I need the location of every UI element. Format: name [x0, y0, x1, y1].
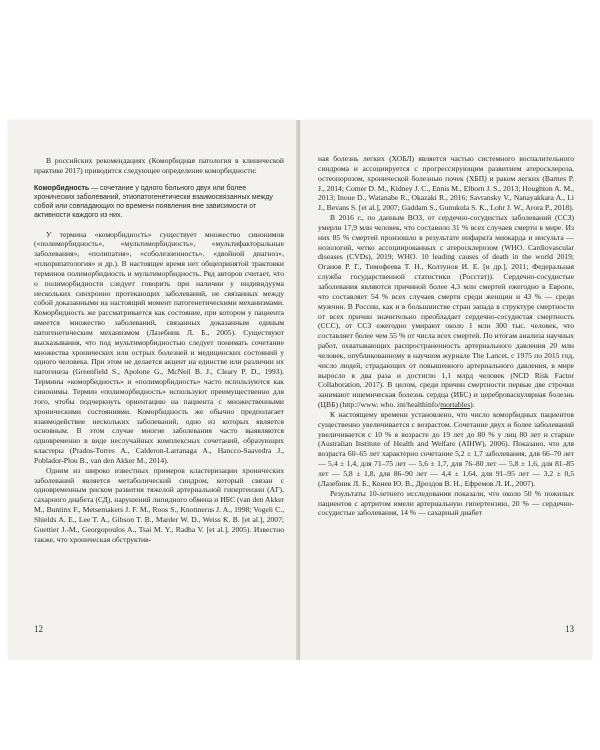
definition-term: Коморбидность: [34, 184, 90, 192]
left-page: [8, 120, 298, 660]
right-paragraph-2: [318, 213, 574, 410]
right-paragraph-2-end: ).: [470, 400, 475, 410]
comorbidity-definition-block: [34, 184, 284, 221]
left-paragraph-1: У термина «коморбидность» существует множество синонимов («полиморбидность», «мультиморбидность», «мультифакторальные заболевания», «полипатия», «соболезненность», «двойной диагноз», «плюрипатология» и др.). В настоящее время нет общепринятой трактовки терминов полиморбидность и мультиморбидность. Ряд авторов считает, что о полиморбидности следует говорить при наличии у индивидуума нескольких синхронно протекающих заболеваний, не связанных между собой доказанными на настоящий момент патогенетическими механизмами. Коморбидность же рассматривается как состояние, при котором у пациента имеется множество заболеваний, связанных доказанным единым патогенетическим механизмом (Лазебник Л. Б., 2005). Существуют высказывания, что под мультиморбидностью следует понимать сочетание множества хронических или острых болезней и медицинских состояний у одного человека. При этом не делается акцент на единстве или различии их патогенеза (Greenfield S., Apolone G., McNeil B. J., Cleary P. D., 1993). Термины «коморбидность» и «полиморбидность» часто используются как синонимы. Термин «полиморбидность» используют преимущественно для того, чтобы подчеркнуть ориентацию на пациента с множественными хроническими состояниями. Коморбидность же обычно предполагает взаимодействие нескольких заболеваний, одно из которых является основным. В этом случае многие заболевания часто выявляются одновременно в виде неслучайных комплексных сочетаний, образующих кластеры (Prados-Torres A., Calderon-Larranaga A., Hancco-Saavedra J., Poblador-Plou B., van den Akker M., 2014).: [34, 229, 284, 465]
page-number-right: 13: [565, 624, 574, 634]
right-text-column: [318, 154, 574, 518]
right-paragraph-1: ная болезнь легких (ХОБЛ) является частью системного воспалительного синдрома и ассоциируется с прогрессирующим развитием атеросклероза, остеопорозом, хронической болезнью почек (ХБП) и раком легких (Barnes P. J., 2014; Comer D. M., Kidney J. C., Ennis M., Elborn J. S., 2013; Houghton A. M., 2013; Inoue D., Watanabe R., Okazaki R., 2016; Savransky V., Nanayakkara A., Li J., Bevans S. [et al.], 2007; Gaddam S., Gunukula S. K., Lohr J. W., Arora P., 2018).: [318, 154, 574, 213]
page-number-left: 12: [34, 624, 43, 634]
who-mortality-link[interactable]: mortables: [440, 400, 471, 410]
left-intro-paragraph: В российских рекомендациях (Коморбидная патология в клинической практике 2017) приводится следующее определение коморбидности:: [34, 156, 284, 175]
definition-text: — сочетание у одного больного двух или более хронических заболеваний, этиопатогенетически взаимосвязанных между собой или совпадающих по времени появления вне зависимости от активности каждого из них.: [34, 184, 273, 220]
right-page: [300, 120, 592, 660]
right-paragraph-3: К настоящему времени установлено, что число коморбидных пациентов существенно увеличивается с возрастом. Сочетание двух и более заболеваний увеличивается с 10 % в возрасте до 19 лет до 80 % у лиц 80 лет и старше (Australian Institute of Health and Welfare (AIHW), 2006). Показано, что для возраста 60–65 лет характерно сочетание 5,2 ± 1,7 заболевания, для 66–70 лет — 5,4 ± 1,4, для 71–75 лет — 5,6 ± 1,7, для 76–80 лет — 5,8 ± 1,6, для 81–85 лет — 5,8 ± 1,8, для 86–90 лет — 4,4 ± 1,64, для 91–95 лет — 3,2 ± 0,5 (Лазебник Л. Б., Конев Ю. В., Дроздов В. Н., Ефремов Л. И., 2007).: [318, 409, 574, 488]
right-paragraph-4: Результаты 10-летнего исследования показали, что около 50 % пожилых пациентов с артритом имели артериальную гипертензию, 20 % — сердечно-сосудистые заболевания, 14 % — сахарный диабет: [318, 488, 574, 518]
right-paragraph-2-text: В 2016 г., по данным ВОЗ, от сердечно-сосудистых заболеваний (ССЗ) умерли 17,9 млн человек, что составило 31 % всех случаев смерти в мире. Из них 85 % смертей произошло в результате инфаркта миокарда и инсульта — нозологий, четко ассоциированных с атеросклерозом (WHO. Cardiovascular diseases (CVDs), 2019; WHO. 10 leading causes of death in the world 2019; Оганов Р. Г., Тимофеева Т. Н., Колтунов И. Е. [и др.], 2011; Федеральная служба государственной статистики (Росстат)). Сердечно-сосудистые заболевания являются причиной более 4,3 млн смертей ежегодно в Европе, что составляет 54 % всех случаев смерти среди женщин и 43 % — среди мужчин. В России, как и в большинстве стран запада в структуре смертности от всех причин значительно преобладает сердечно-сосудистая смертность (ССС), от ССЗ ежегодно умирают около 1 млн 300 тыс. человек, что составляет более чем 55 % от числа всех смертей. По итогам анализа научных работ, охватывающих распространенность артериального давления 20 млн человек, опубликованному в научном журнале The Lancet, с 1975 по 2015 год, число людей, страдающих от повышенного артериального давления, в мире выросло в два раза и достигло 1,1 млрд человек (NCD Risk Factor Collaboration, 2017). В целом, среди причин смертности первые две строчки занимают ишемическая болезнь сердца (ИБС) и цереброваскулярная болезнь (ЦВБ) (http://www. who. int/healthinfo/: [318, 213, 574, 410]
left-paragraph-2: Одним из широко известных примеров кластеризации хронических заболеваний является метаболический синдром, который связан с одновременным риском развития тяжелой артериальной гипертензии (АГ), сахарного диабета (СД), нарушений липидного обмена и ИБС (van den Akker M., Buntinx F., Metsemakers J. F. M., Roos S., Knottnerus J. A., 1998; Vogeli C., Shields A. E., Lee T. A., Gibson T. B., Marder W. D., Weiss K. B. [et al.], 2007; Guettier J.-M., Georgopoulos A., Tsai M. Y., Radha V. [et al.], 2005). Известно также, что хроническая обструктив-: [34, 465, 284, 544]
left-text-column: [34, 156, 284, 545]
